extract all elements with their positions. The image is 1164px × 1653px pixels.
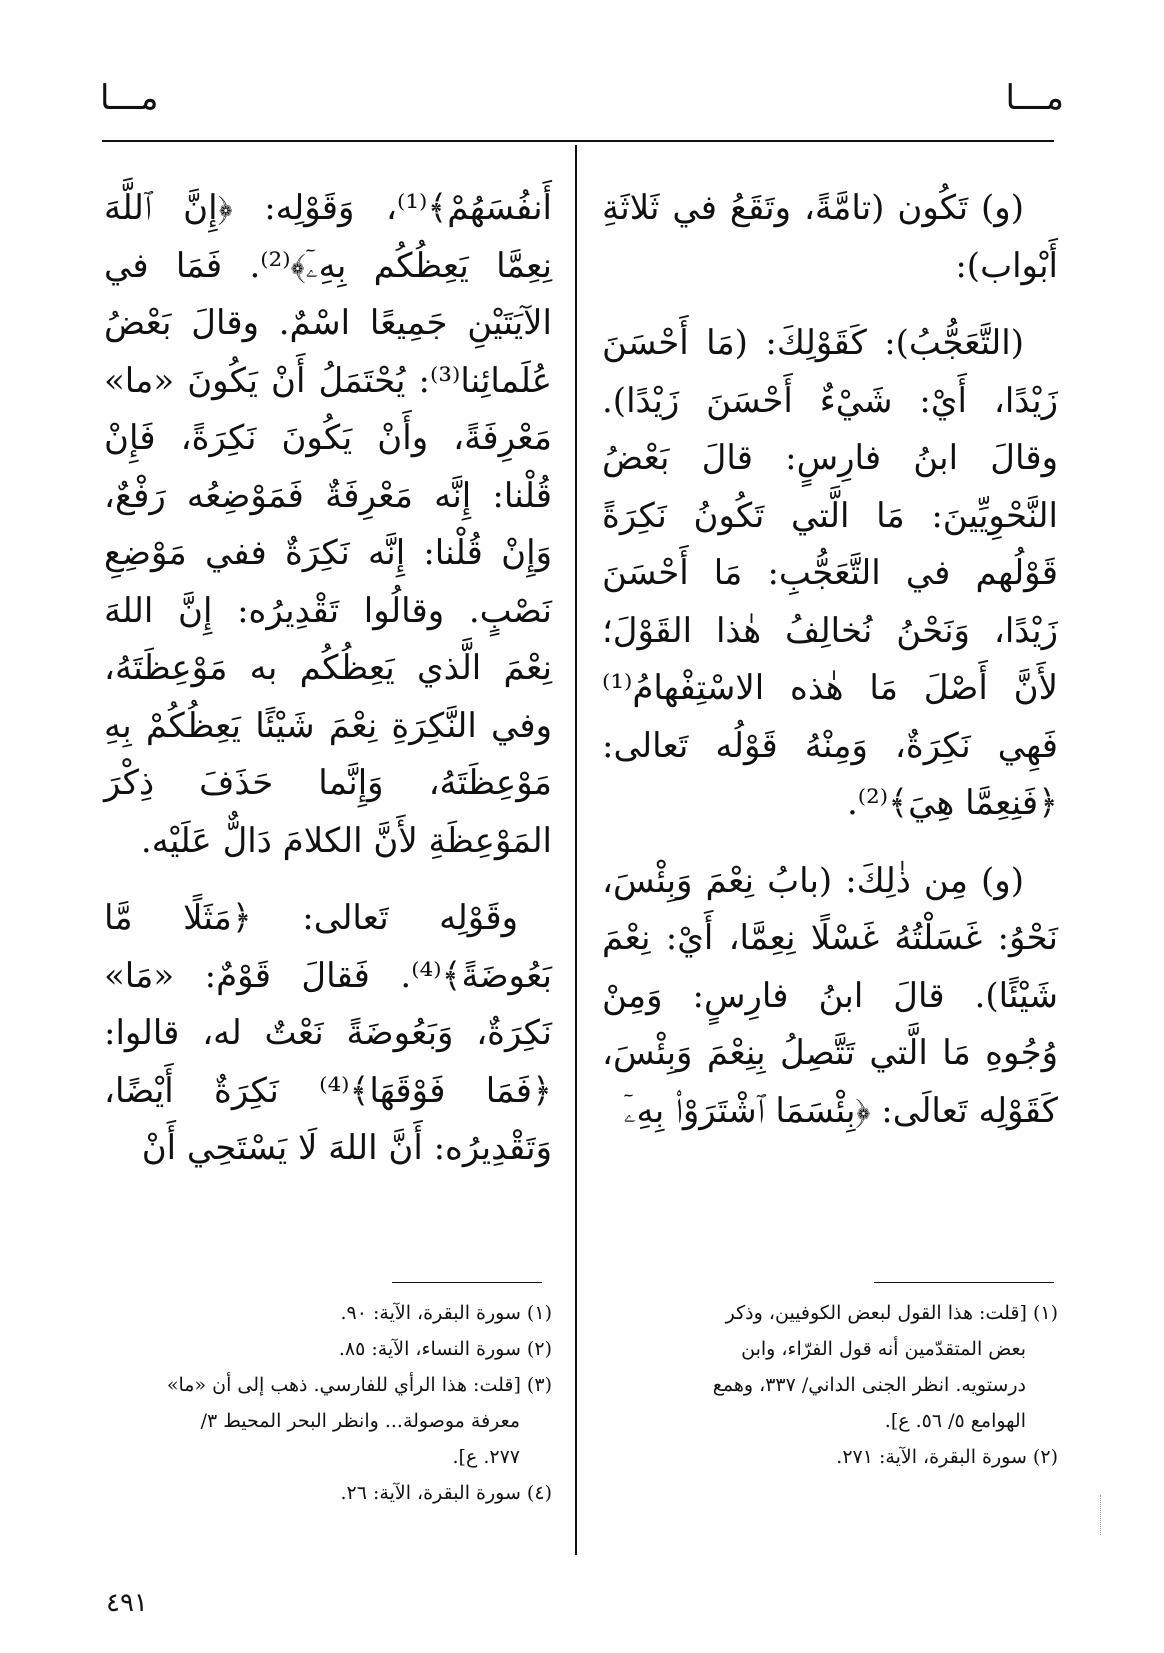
right-column — [602, 180, 1058, 1140]
footnote-continuation: بعض المتقدّمين أنه قول الفرّاء، وابن — [741, 1338, 1026, 1360]
paragraph: (و) تَكُون (تامَّةً، وتَقَعُ في ثَلاثَةِ أَبْواب): — [602, 188, 1058, 286]
running-header-right: مـــا — [1005, 78, 1064, 118]
footnote: (١) [قلت: هذا القول لبعض الكوفيين، وذكر — [725, 1302, 1058, 1324]
footnote-continuation: درستويه. انظر الجنى الداني/ ٣٣٧، وهمع — [712, 1374, 1026, 1396]
footnote: (٢) سورة البقرة، الآية: ٢٧١. — [836, 1446, 1058, 1468]
running-header-left: مـــا — [100, 78, 159, 118]
footnote: (١) سورة البقرة، الآية: ٩٠. — [340, 1302, 552, 1324]
footnote-continuation: الهوامع ٥/ ٥٦. ع]. — [884, 1410, 1026, 1432]
footnote: (٣) [قلت: هذا الرأي للفارسي. ذهب إلى أن «ما» — [166, 1374, 552, 1396]
scan-edge-mark — [1100, 1495, 1115, 1535]
footnote-rule-right — [874, 1282, 1054, 1283]
paragraph: وقَوْلِه تَعالى: ﴿مَثَلًا مَّا بَعُوضَةً﴾⁽⁴⁾. فَقالَ قَوْمٌ: «مَا» نَكِرَةٌ، وَبَعُوضَةً نَعْتٌ له، قالوا: ﴿فَمَا فَوْقَهَا﴾⁽⁴⁾ نَكِرَةٌ أَيْضًا، وَتَقْدِيرُه: أَنَّ اللهَ لَا يَسْتَحِي أَنْ — [104, 898, 552, 1168]
footnotes-right — [602, 1295, 1058, 1475]
column-divider — [575, 145, 577, 1555]
header-rule — [102, 140, 1054, 142]
footnote: (٤) سورة البقرة، الآية: ٢٦. — [340, 1482, 552, 1504]
left-column — [104, 180, 552, 1178]
paragraph: أَنفُسَهُمْ﴾⁽¹⁾، وَقَوْلِه: ﴿إِنَّ ٱللَّهَ نِعِمَّا يَعِظُكُم بِهِۦٓ﴾⁽²⁾. فَمَا في الآيَتَيْنِ جَمِيعًا اسْمٌ. وقالَ بَعْضُ عُلَمائِنا⁽³⁾: يُحْتَمَلُ أَنْ يَكُونَ «ما» مَعْرِفَةً، وأَنْ يَكُونَ نَكِرَةً، فَإِنْ قُلْنا: إِنَّه مَعْرِفَةٌ فَمَوْضِعُه رَفْعٌ، وَإِنْ قُلْنا: إِنَّه نَكِرَةٌ ففي مَوْضِعِ نَصْبٍ. وقالُوا تَقْدِيرُه: إِنَّ اللهَ نِعْمَ الَّذي يَعِظُكُم به مَوْعِظَتَهُ، وفي النَّكِرَةِ نِعْمَ شَيْئًا يَعِظُكُمْ بِهِ مَوْعِظَتَهُ، وَإِنَّما حَذَفَ ذِكْرَ المَوْعِظَةِ لأَنَّ الكلامَ دَالٌّ عَلَيْه. — [104, 188, 552, 861]
page-number: ٤٩١ — [106, 1588, 148, 1618]
footnote-rule-left — [392, 1282, 542, 1283]
footnote-continuation: معرفة موصولة... وانظر البحر المحيط ٣/ — [200, 1410, 520, 1432]
footnote: (٢) سورة النساء، الآية: ٨٥. — [338, 1338, 552, 1360]
footnotes-left — [104, 1295, 552, 1511]
footnote-continuation: ٢٧٧. ع]. — [452, 1446, 520, 1468]
paragraph: (و) مِن ذٰلِكَ: (بابُ نِعْمَ وَبِئْسَ، نَحْوُ: غَسَلْتُهُ غَسْلًا نِعِمَّا، أَيْ: نِعْمَ شَيْئًا). قالَ ابنُ فارِسٍ: وَمِنْ وُجُوهِ مَا الَّتي تَتَّصِلُ بِنِعْمَ وَبِئْسَ، كَقَوْلِه تَعالَى: ﴿بِئْسَمَا ٱشْتَرَوْا۟ بِهِۦٓ — [602, 860, 1058, 1131]
paragraph: (التَّعَجُّبُ): كَقَوْلِكَ: (مَا أَحْسَنَ زَيْدًا، أَيْ: شَيْءٌ أَحْسَنَ زَيْدًا). وقالَ ابنُ فارِسٍ: قالَ بَعْضُ النَّحْوِيِّينَ: مَا الَّتي تَكُونُ نَكِرَةً قَوْلُهم في التَّعَجُّبِ: مَا أَحْسَنَ زَيْدًا، وَنَحْنُ نُخالِفُ هٰذا القَوْلَ؛ لأَنَّ أَصْلَ مَا هٰذه الاسْتِفْهامُ⁽¹⁾ فَهِي نَكِرَةٌ، وَمِنْهُ قَوْلُه تَعالى: ﴿فَنِعِمَّا هِيَ﴾⁽²⁾. — [602, 323, 1058, 823]
